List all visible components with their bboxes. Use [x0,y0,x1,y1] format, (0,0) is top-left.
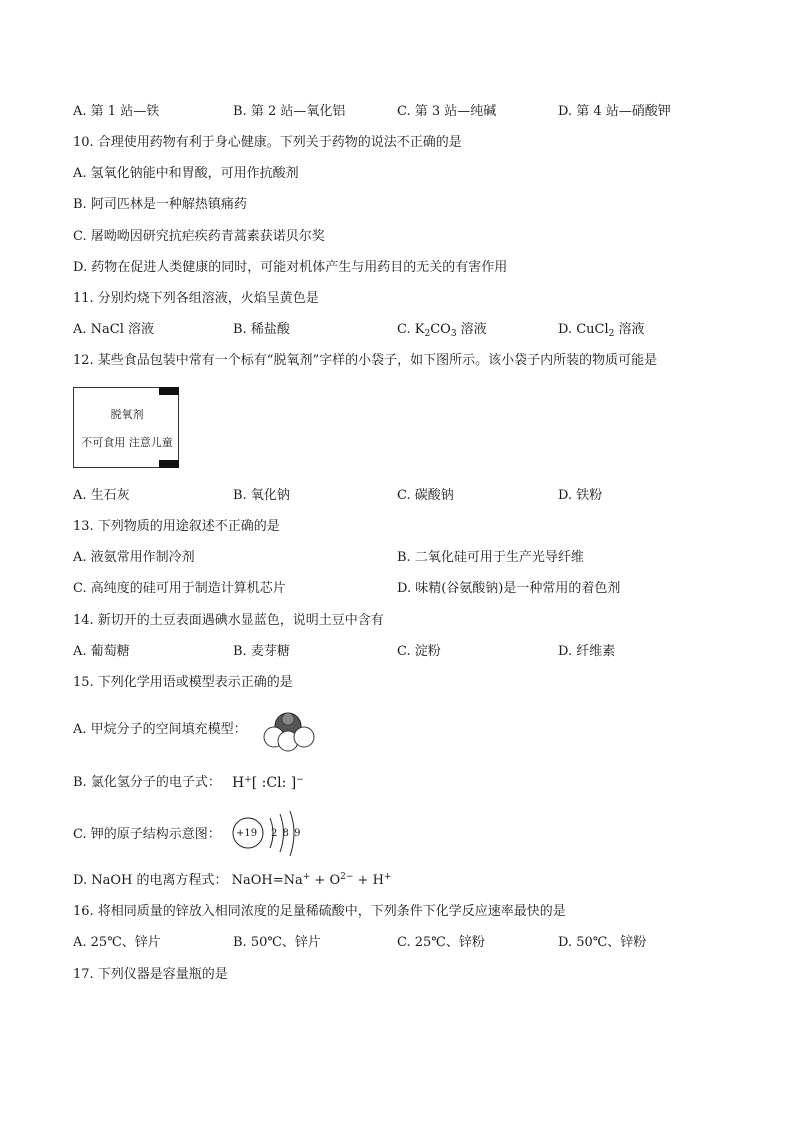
q12-option-c: C. 碳酸钠 [397,488,454,503]
q9-option-c: C. 第 3 站—纯碱 [397,104,497,119]
q9-option-d: D. 第 4 站—硝酸钾 [558,104,671,119]
q12-stem: 12. 某些食品包装中常有一个标有“脱氧剂”字样的小袋子，如下图所示。该小袋子内所装的物质可能是 [73,353,658,368]
q16-option-b: B. 50℃、锌片 [233,935,321,950]
q16-stem: 16. 将相同质量的锌放入相同浓度的足量稀硫酸中，下列条件下化学反应速率最快的是 [73,904,566,919]
methane-space-filling-model [262,709,318,753]
q14-option-b: B. 麦芽糖 [233,644,290,659]
q13-option-a: A. 液氨常用作制冷剂 [73,550,195,565]
q16-option-c: C. 25℃、锌粉 [397,935,485,950]
q16-option-d: D. 50℃、锌粉 [558,935,647,950]
potassium-shell-electrons: 2 8 9 [271,828,302,839]
q10-option-d: D. 药物在促进人类健康的同时，可能对机体产生与用药目的无关的有害作用 [73,260,508,275]
q12-option-b: B. 氧化钠 [233,488,290,503]
q13-stem: 13. 下列物质的用途叙述不正确的是 [73,519,280,534]
q15-stem: 15. 下列化学用语或模型表示正确的是 [73,675,293,690]
q15-option-c: C. 钾的原子结构示意图： [73,827,221,842]
q11-option-d: D. CuCl$_2$ 溶液 [558,322,645,339]
q16-option-a: A. 25℃、锌片 [73,935,161,950]
deoxidizer-packet-figure [73,387,179,468]
q15-option-d: D. NaOH 的电离方程式： NaOH=Na+ + $O^{2-} + H^+$ [73,872,392,888]
q13-option-b: B. 二氧化硅可用于生产光导纤维 [397,550,584,565]
q12-option-d: D. 铁粉 [558,488,603,503]
q11-option-b: B. 稀盐酸 [233,322,290,337]
q10-stem: 10. 合理使用药物有利于身心健康。下列关于药物的说法不正确的是 [73,135,462,150]
hcl-electron-formula: H+[ :Cl: ]− [232,775,304,791]
q17-stem: 17. 下列仪器是容量瓶的是 [73,967,228,982]
potassium-nucleus-label: +19 [236,828,258,839]
q10-option-b: B. 阿司匹林是一种解热镇痛药 [73,197,247,212]
q15-option-a: A. 甲烷分子的空间填充模型： [73,722,247,737]
packet-seal-bottom [159,460,179,468]
q14-stem: 14. 新切开的土豆表面遇碘水显蓝色，说明土豆中含有 [73,613,384,628]
q14-option-a: A. 葡萄糖 [73,644,130,659]
packet-label-warning: 不可食用 注意儿童 [81,436,173,449]
q11-stem: 11. 分别灼烧下列各组溶液，火焰呈黄色是 [73,291,319,306]
q10-option-c: C. 屠呦呦因研究抗疟疾药青蒿素获诺贝尔奖 [73,229,325,244]
q13-option-c: C. 高纯度的硅可用于制造计算机芯片 [73,581,286,596]
packet-label-title: 脱氧剂 [110,408,144,421]
q13-option-d: D. 味精(谷氨酸钠)是一种常用的着色剂 [397,581,621,596]
q9-option-b: B. 第 2 站—氧化铝 [233,104,346,119]
q15-option-b: B. 氯化氢分子的电子式： [73,775,221,790]
q11-option-c: C. $K_2CO_3$ 溶液 [397,322,487,339]
q12-option-a: A. 生石灰 [73,488,130,503]
packet-seal-top [159,387,179,395]
q11-option-a: A. NaCl 溶液 [73,322,155,337]
q14-option-c: C. 淀粉 [397,644,441,659]
q10-option-a: A. 氢氧化钠能中和胃酸，可用作抗酸剂 [73,166,299,181]
q14-option-d: D. 纤维素 [558,644,616,659]
q9-option-a: A. 第 1 站—铁 [73,104,160,119]
